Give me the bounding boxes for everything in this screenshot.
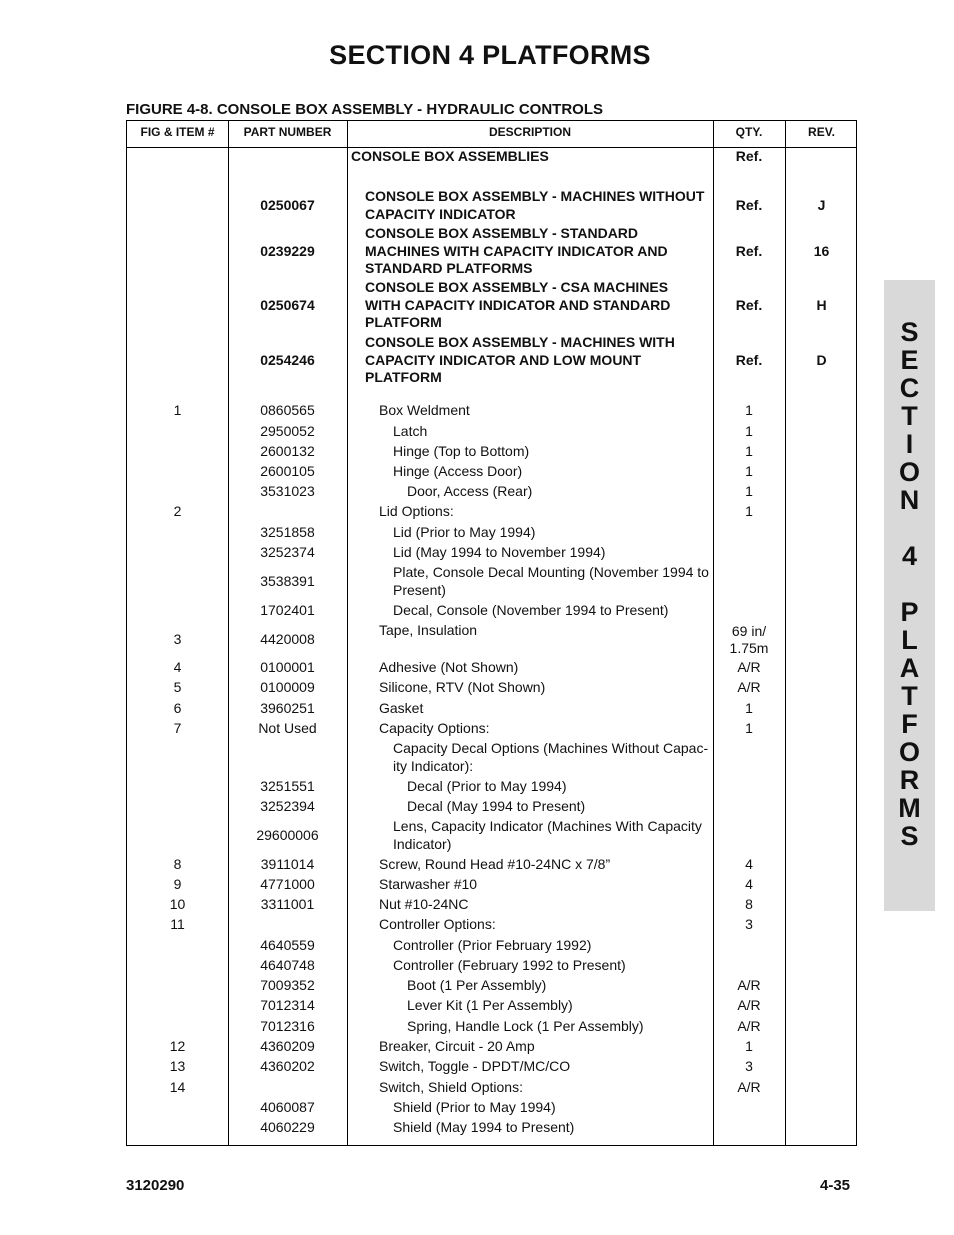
table-row [127,997,858,1015]
header-rev: REV. [808,125,835,139]
cell-description: Lid Options: [379,503,454,519]
cell-part-number: 2950052 [260,423,315,440]
cell-qty: Ref. [735,296,763,313]
side-tab-letter: T [901,401,918,431]
cell-fig-item: 6 [173,700,182,717]
table-row [127,856,858,874]
side-tab-letter: I [905,429,914,459]
table-row [127,778,858,796]
cell-fig-item: 10 [169,896,186,913]
table-row [127,876,858,894]
cell-part-number: 0250674 [260,296,315,313]
side-tab-letter: P [900,597,919,627]
cell-part-number: 4420008 [260,631,315,648]
table-row [127,334,858,387]
cell-part-number: 3538391 [260,573,315,590]
side-tab-letter: 4 [901,541,918,571]
cell-part-number: 3531023 [260,483,315,500]
table-row [127,148,858,166]
cell-part-number: 4640748 [260,957,315,974]
cell-part-number: 0100009 [260,679,315,696]
cell-fig-item: 13 [169,1058,186,1075]
table-row [127,977,858,995]
cell-part-number: Not Used [258,720,317,737]
table-row [127,1099,858,1117]
side-tab-letter: C [899,373,920,403]
cell-part-number: 3911014 [260,856,315,873]
cell-qty: 3 [745,1058,753,1075]
table-row [127,503,858,521]
cell-part-number: 3251858 [260,524,315,541]
cell-description: Box Weldment [379,402,470,418]
cell-qty: 1 [745,720,753,737]
cell-part-number: 7012314 [260,997,315,1014]
cell-qty: A/R [737,977,761,994]
cell-rev: H [816,296,827,313]
cell-part-number: 7009352 [260,977,315,994]
side-tab-letter: L [901,625,918,655]
cell-part-number: 3252394 [260,798,315,815]
table-row [127,798,858,816]
cell-fig-item: 14 [169,1079,186,1096]
table-row [127,463,858,481]
cell-part-number: 4360202 [260,1058,315,1075]
cell-rev: 16 [813,242,830,259]
side-tab-letter: O [898,737,920,767]
cell-part-number: 4360209 [260,1038,315,1055]
cell-qty: 69 in/ 1.75m [729,622,769,656]
cell-part-number: 0860565 [260,402,315,419]
page-number: 4-35 [820,1177,851,1194]
table-row [127,188,858,224]
cell-fig-item: 8 [173,856,182,873]
table-row [127,1018,858,1036]
cell-description: CONSOLE BOX ASSEMBLIES [351,148,549,164]
cell-description: Spring, Handle Lock (1 Per Assembly) [407,1018,644,1034]
cell-part-number: 3960251 [260,700,315,717]
cell-fig-item: 5 [173,679,182,696]
table-row [127,957,858,975]
cell-description: Capacity Options: [379,720,490,736]
cell-qty: 8 [745,896,753,913]
figure-title: FIGURE 4-8. CONSOLE BOX ASSEMBLY - HYDRAULIC CONTROLS [126,101,603,118]
cell-description: Tape, Insulation [379,622,478,638]
cell-description: Adhesive (Not Shown) [379,659,519,675]
cell-qty: A/R [737,679,761,696]
table-row [127,524,858,542]
table-row [127,937,858,955]
table-row [127,679,858,697]
table-row [127,1119,858,1137]
table-row [127,279,858,332]
cell-qty: 1 [745,443,753,460]
cell-part-number: 4060229 [260,1119,315,1136]
cell-description: Gasket [379,700,424,716]
cell-part-number: 7012316 [260,1018,315,1035]
cell-description: Switch, Shield Options: [379,1079,523,1095]
side-tab-letter: T [901,681,918,711]
table-row [127,1079,858,1097]
cell-part-number: 3311001 [260,896,315,913]
table-row [127,700,858,718]
cell-description: CONSOLE BOX ASSEMBLY - CSA MACHINES WITH CAPACITY INDICATOR AND STANDARD PLATFORM [365,279,671,330]
cell-fig-item: 1 [173,402,182,419]
cell-description: Latch [393,423,428,439]
side-tab-letter: S [900,821,919,851]
cell-qty: 1 [745,423,753,440]
table-row [127,1038,858,1056]
cell-qty: A/R [737,1079,761,1096]
cell-description: Decal, Console (November 1994 to Present) [393,602,669,618]
cell-qty: A/R [737,1018,761,1035]
cell-part-number: 3252374 [260,544,315,561]
cell-description: Lever Kit (1 Per Assembly) [407,997,573,1013]
cell-qty: A/R [737,659,761,676]
header-fig-item: FIG & ITEM # [140,125,215,139]
cell-description: CONSOLE BOX ASSEMBLY - MACHINES WITHOUT CAPACITY INDICATOR [365,188,705,222]
side-tab-letter: E [900,345,919,375]
table-row [127,483,858,501]
cell-part-number: 3251551 [260,778,315,795]
table-row [127,740,858,776]
cell-qty: Ref. [735,197,763,214]
cell-part-number: 0239229 [260,242,315,259]
cell-qty: 1 [745,700,753,717]
table-row [127,544,858,562]
document-number: 3120290 [126,1177,185,1194]
cell-description: Controller (February 1992 to Present) [393,957,626,973]
cell-description: Capacity Decal Options (Machines Without Capac- ity Indicator): [393,740,709,774]
cell-description: Controller (Prior February 1992) [393,937,592,953]
cell-qty: 1 [745,503,753,520]
header-description: DESCRIPTION [488,125,571,139]
cell-qty: Ref. [735,242,763,259]
side-tab-letter: O [898,457,920,487]
cell-rev: J [817,197,826,214]
cell-description: Nut #10-24NC [379,896,469,912]
table-row [127,443,858,461]
parts-table [126,120,857,1146]
cell-description: Starwasher #10 [379,876,478,892]
cell-description: Plate, Console Decal Mounting (November 1994 to Present) [393,564,709,598]
table-row [127,916,858,934]
cell-part-number: 0100001 [260,659,315,676]
cell-description: CONSOLE BOX ASSEMBLY - MACHINES WITH CAPACITY INDICATOR AND LOW MOUNT PLATFORM [365,334,675,385]
cell-qty: A/R [737,997,761,1014]
side-tab-letter: S [900,317,919,347]
cell-part-number: 2600132 [260,443,315,460]
cell-qty: 4 [745,856,753,873]
table-row [127,602,858,620]
cell-description: Boot (1 Per Assembly) [407,977,547,993]
side-tab-letter: M [898,793,921,823]
side-tab-letter: N [899,485,920,515]
cell-description: Hinge (Access Door) [393,463,523,479]
cell-part-number: 4060087 [260,1099,315,1116]
cell-qty: Ref. [735,148,763,165]
side-tab-letter: A [899,653,920,683]
cell-fig-item: 11 [170,916,185,933]
cell-description: CONSOLE BOX ASSEMBLY - STANDARD MACHINES WITH CAPACITY INDICATOR AND STANDARD PLATFORMS [365,225,668,276]
cell-part-number: 4640559 [260,937,315,954]
cell-description: Lid (May 1994 to November 1994) [393,544,606,560]
cell-description: Lid (Prior to May 1994) [393,524,536,540]
cell-fig-item: 3 [173,631,182,648]
cell-qty: 1 [745,402,753,419]
cell-qty: 1 [745,463,753,480]
header-part-number: PART NUMBER [243,125,332,139]
cell-qty: 1 [745,483,753,500]
cell-part-number: 2600105 [260,463,315,480]
header-qty: QTY. [735,125,763,139]
cell-part-number: 0250067 [260,197,315,214]
cell-description: Screw, Round Head #10-24NC x 7/8” [379,856,611,872]
section-title: SECTION 4 PLATFORMS [329,40,651,70]
cell-description: Door, Access (Rear) [407,483,533,499]
cell-description: Hinge (Top to Bottom) [393,443,530,459]
cell-description: Decal (May 1994 to Present) [407,798,586,814]
cell-rev: D [816,351,827,368]
cell-qty: 1 [745,1038,753,1055]
table-row [127,564,858,600]
table-row [127,720,858,738]
cell-part-number: 29600006 [256,827,319,844]
cell-description: Shield (May 1994 to Present) [393,1119,575,1135]
cell-qty: Ref. [735,351,763,368]
cell-fig-item: 7 [173,720,182,737]
table-row [127,622,858,658]
cell-description: Silicone, RTV (Not Shown) [379,679,546,695]
table-row [127,818,858,854]
cell-fig-item: 9 [173,876,182,893]
table-row [127,896,858,914]
cell-description: Switch, Toggle - DPDT/MC/CO [379,1058,571,1074]
table-row [127,402,858,420]
cell-qty: 4 [745,876,753,893]
cell-part-number: 4771000 [260,876,315,893]
cell-fig-item: 12 [169,1038,186,1055]
cell-qty: 3 [745,916,753,933]
cell-description: Decal (Prior to May 1994) [407,778,567,794]
cell-description: Breaker, Circuit - 20 Amp [379,1038,535,1054]
side-tab-letter: F [901,709,918,739]
table-row [127,659,858,677]
cell-description: Lens, Capacity Indicator (Machines With Capacity Indicator) [393,818,702,852]
table-row [127,1058,858,1076]
side-tab-letter: R [899,765,920,795]
cell-description: Controller Options: [379,916,496,932]
table-row [127,225,858,278]
table-row [127,423,858,441]
cell-fig-item: 4 [173,659,182,676]
section-side-tab [884,280,935,911]
cell-part-number: 0254246 [260,351,315,368]
cell-description: Shield (Prior to May 1994) [393,1099,556,1115]
cell-part-number: 1702401 [260,602,315,619]
cell-fig-item: 2 [173,503,182,520]
